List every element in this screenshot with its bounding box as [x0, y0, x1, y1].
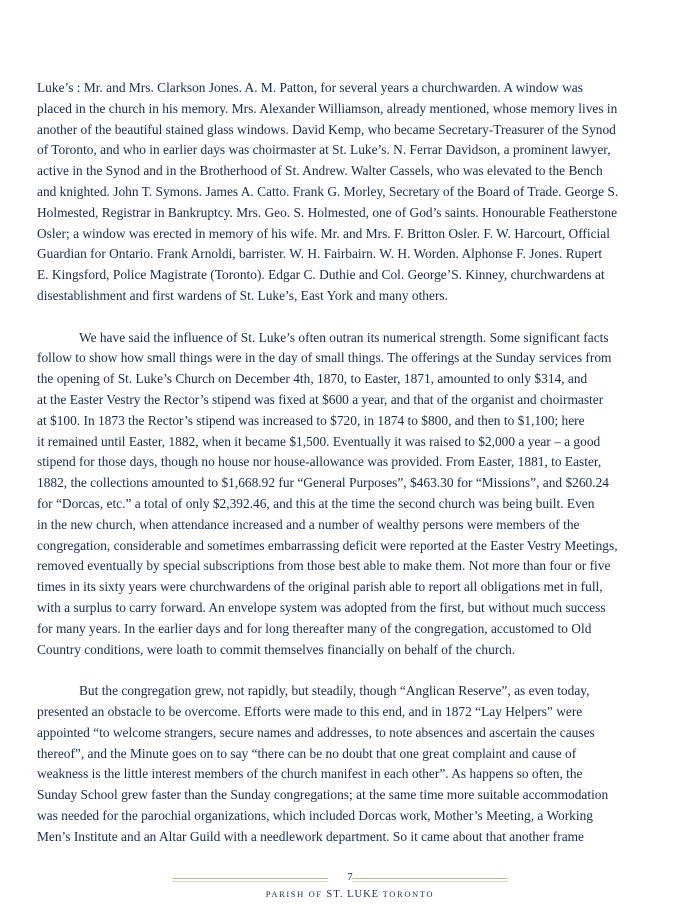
- text-line: thereof”, and the Minute goes on to say “there can be no doubt that one great complaint and cause of: [37, 745, 577, 761]
- paragraph-gap: [37, 307, 643, 328]
- text-line: with a surplus to carry forward. An envelope system was adopted from the first, but without much success: [37, 599, 606, 615]
- document-body: [37, 78, 643, 847]
- text-line: disestablishment and first wardens of St. Luke’s, East York and many others.: [37, 287, 448, 303]
- text-line: 1882, the collections amounted to $1,668.92 fur “General Purposes”, $463.30 for “Missions”, and $260.24: [37, 475, 609, 491]
- footer-parish-prefix: PARISH OF: [265, 889, 323, 899]
- running-footer: [0, 889, 700, 900]
- text-line: placed in the church in his memory. Mrs. Alexander Williamson, already mentioned, whose memory lives in: [37, 100, 618, 116]
- page-number: 7: [347, 871, 353, 883]
- text-line: Men’s Institute and an Altar Guild with a needlework department. So it came about that another frame: [37, 828, 584, 844]
- text-line: But the congregation grew, not rapidly, but steadily, though “Anglican Reserve”, as even today,: [79, 683, 590, 699]
- text-line: and knighted. John T. Symons. James A. Catto. Frank G. Morley, Secretary of the Board of Trade. George S.: [37, 183, 619, 199]
- text-line: active in the Synod and in the Brotherhood of St. Andrew. Walter Cassels, who was elevated to the Bench: [37, 163, 603, 179]
- paragraph-2: [37, 328, 643, 661]
- footer-parish-name: ST. LUKE: [326, 889, 380, 900]
- text-line: times in its sixty years were churchwardens of the original parish able to report all obligations met in full,: [37, 579, 603, 595]
- text-line: stipend for those days, though no house nor house-allowance was provided. From Easter, 1881, to Easter,: [37, 454, 602, 470]
- text-line: Sunday School grew faster than the Sunday congregations; at the same time more suitable accommodation: [37, 787, 609, 803]
- text-line: removed eventually by special subscriptions from those best able to make them. Not more than four or five: [37, 558, 611, 574]
- text-line: Guardian for Ontario. Frank Arnoldi, barrister. W. H. Fairbairn. W. H. Worden. Alphonse F. Jones. Rupert: [37, 246, 603, 262]
- text-line: in the new church, when attendance increased and a number of wealthy persons were members of the: [37, 516, 580, 532]
- text-line: the opening of St. Luke’s Church on December 4th, 1870, to Easter, 1871, amounted to only $314, and: [37, 371, 588, 387]
- text-line: Holmested, Registrar in Bankruptcy. Mrs. Geo. S. Holmested, one of God’s saints. Honourable Featherstone: [37, 204, 618, 220]
- text-line: follow to show how small things were in the day of small things. The offerings at the Sunday services from: [37, 350, 612, 366]
- text-line: for “Dorcas, etc.” a total of only $2,392.46, and this at the time the second church was being built. Even: [37, 495, 595, 511]
- text-line: at $100. In 1873 the Rector’s stipend was increased to $720, in 1874 to $800, and then to $1,100; here: [37, 412, 585, 428]
- footer-parish-city: TORONTO: [382, 889, 435, 899]
- text-line: appointed “to welcome strangers, secure names and addresses, to note absences and ascertain the causes: [37, 724, 595, 740]
- text-line: E. Kingsford, Police Magistrate (Toronto). Edgar C. Duthie and Col. George’S. Kinney, churchwardens at: [37, 267, 605, 283]
- text-line: at the Easter Vestry the Rector’s stipend was fixed at $600 a year, and that of the organist and choirmaster: [37, 391, 604, 407]
- text-line: it remained until Easter, 1882, when it became $1,500. Eventually it was raised to $2,000 a year – a good: [37, 433, 601, 449]
- paragraph-3: [37, 681, 643, 847]
- text-line: for many years. In the earlier days and for long thereafter many of the congregation, accustomed to Old: [37, 620, 592, 636]
- paragraph-gap: [37, 660, 643, 681]
- text-line: another of the beautiful stained glass windows. David Kemp, who became Secretary-Treasurer of the Synod: [37, 121, 616, 137]
- text-line: congregation, considerable and sometimes embarrassing deficit were reported at the Easter Vestry Meetings,: [37, 537, 618, 553]
- text-line: Osler; a window was erected in memory of his wife. Mr. and Mrs. F. Britton Osler. F. W. Harcourt, Official: [37, 225, 610, 241]
- text-line: We have said the influence of St. Luke’s often outran its numerical strength. Some significant facts: [79, 329, 609, 345]
- text-line: presented an obstacle to be overcome. Efforts were made to this end, and in 1872 “Lay Helpers” were: [37, 703, 583, 719]
- text-line: weakness is the little interest members of the church manifest in each other”. As happens so often, the: [37, 766, 583, 782]
- text-line: Country conditions, were loath to commit themselves financially on behalf of the church.: [37, 641, 516, 657]
- text-line: Luke’s : Mr. and Mrs. Clarkson Jones. A. M. Patton, for several years a churchwarden. A window was: [37, 80, 583, 95]
- paragraph-1: [37, 78, 643, 307]
- text-line: was needed for the parochial organizations, which included Dorcas work, Mother’s Meeting, a Working: [37, 807, 593, 823]
- text-line: of Toronto, and who in earlier days was choirmaster at St. Luke’s. N. Ferrar Davidson, a prominent lawyer,: [37, 142, 611, 158]
